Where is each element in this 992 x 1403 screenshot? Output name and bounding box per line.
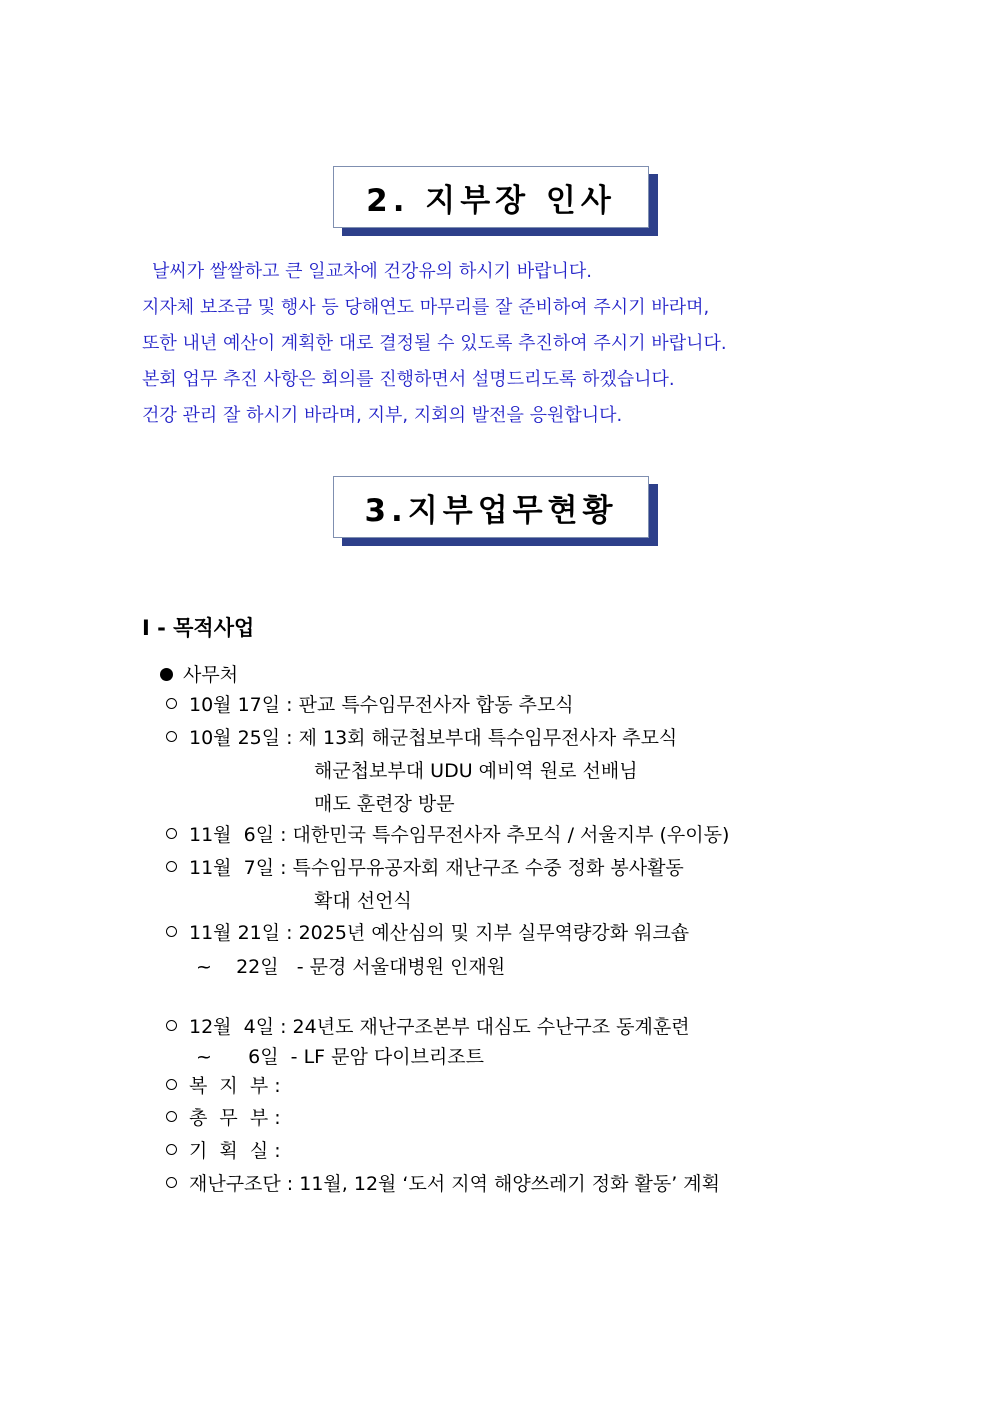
list-item-continuation: 해군첩보부대 UDU 예비역 원로 선배님 — [314, 760, 638, 782]
list-item-continuation: 매도 훈련장 방문 — [314, 793, 455, 815]
greeting-line: 또한 내년 예산이 계획한 대로 결정될 수 있도록 추진하여 주시기 바랍니다. — [142, 333, 727, 354]
list-item-continuation: ~ 22일 - 문경 서울대병원 인재원 — [196, 956, 506, 978]
bullet-icon — [160, 668, 173, 681]
status-title: 3.지부업무현황 — [364, 492, 618, 529]
greeting-line: 지자체 보조금 및 행사 등 당해연도 마무리를 잘 준비하여 주시기 바라며, — [142, 297, 710, 318]
circle-bullet-icon — [166, 1111, 177, 1122]
list-item: 11월 6일 : 대한민국 특수임무전사자 추모식 / 서울지부 (우이동) — [166, 820, 729, 847]
status-title-box — [333, 476, 649, 538]
circle-bullet-icon — [166, 1079, 177, 1090]
list-item: 재난구조단 : 11월, 12월 ‘도서 지역 해양쓰레기 정화 활동’ 계획 — [166, 1169, 720, 1196]
circle-bullet-icon — [166, 861, 177, 872]
subheading — [160, 660, 238, 687]
greeting-line: 날씨가 쌀쌀하고 큰 일교차에 건강유의 하시기 바랍니다. — [152, 261, 592, 282]
circle-bullet-icon — [166, 1020, 177, 1031]
list-item: 기 획 실 : — [166, 1136, 281, 1163]
circle-bullet-icon — [166, 1177, 177, 1188]
list-item: 10월 17일 : 판교 특수임무전사자 합동 추모식 — [166, 690, 574, 717]
list-item-continuation: 확대 선언식 — [314, 890, 412, 912]
circle-bullet-icon — [166, 731, 177, 742]
list-item: 총 무 부 : — [166, 1103, 281, 1130]
list-item: 11월 21일 : 2025년 예산심의 및 지부 실무역량강화 워크숍 — [166, 918, 689, 945]
greeting-title: 2. 지부장 인사 — [366, 182, 616, 219]
circle-bullet-icon — [166, 926, 177, 937]
greeting-title-box — [333, 166, 649, 228]
list-item: 12월 4일 : 24년도 재난구조본부 대심도 수난구조 동계훈련 — [166, 1012, 690, 1039]
circle-bullet-icon — [166, 828, 177, 839]
section-heading: Ⅰ - 목적사업 — [142, 616, 255, 640]
greeting-paragraph — [142, 254, 862, 434]
list-item: 복 지 부 : — [166, 1071, 281, 1098]
subheading-label: 사무처 — [183, 664, 239, 686]
list-item: 11월 7일 : 특수임무유공자회 재난구조 수중 정화 봉사활동 — [166, 853, 684, 880]
greeting-line: 본회 업무 추진 사항은 회의를 진행하면서 설명드리도록 하겠습니다. — [142, 369, 675, 390]
list-item: 10월 25일 : 제 13회 해군첩보부대 특수임무전사자 추모식 — [166, 723, 677, 750]
greeting-line: 건강 관리 잘 하시기 바라며, 지부, 지회의 발전을 응원합니다. — [142, 405, 623, 426]
list-item-continuation: ~ 6일 - LF 문암 다이브리조트 — [196, 1046, 484, 1068]
circle-bullet-icon — [166, 1144, 177, 1155]
circle-bullet-icon — [166, 698, 177, 709]
